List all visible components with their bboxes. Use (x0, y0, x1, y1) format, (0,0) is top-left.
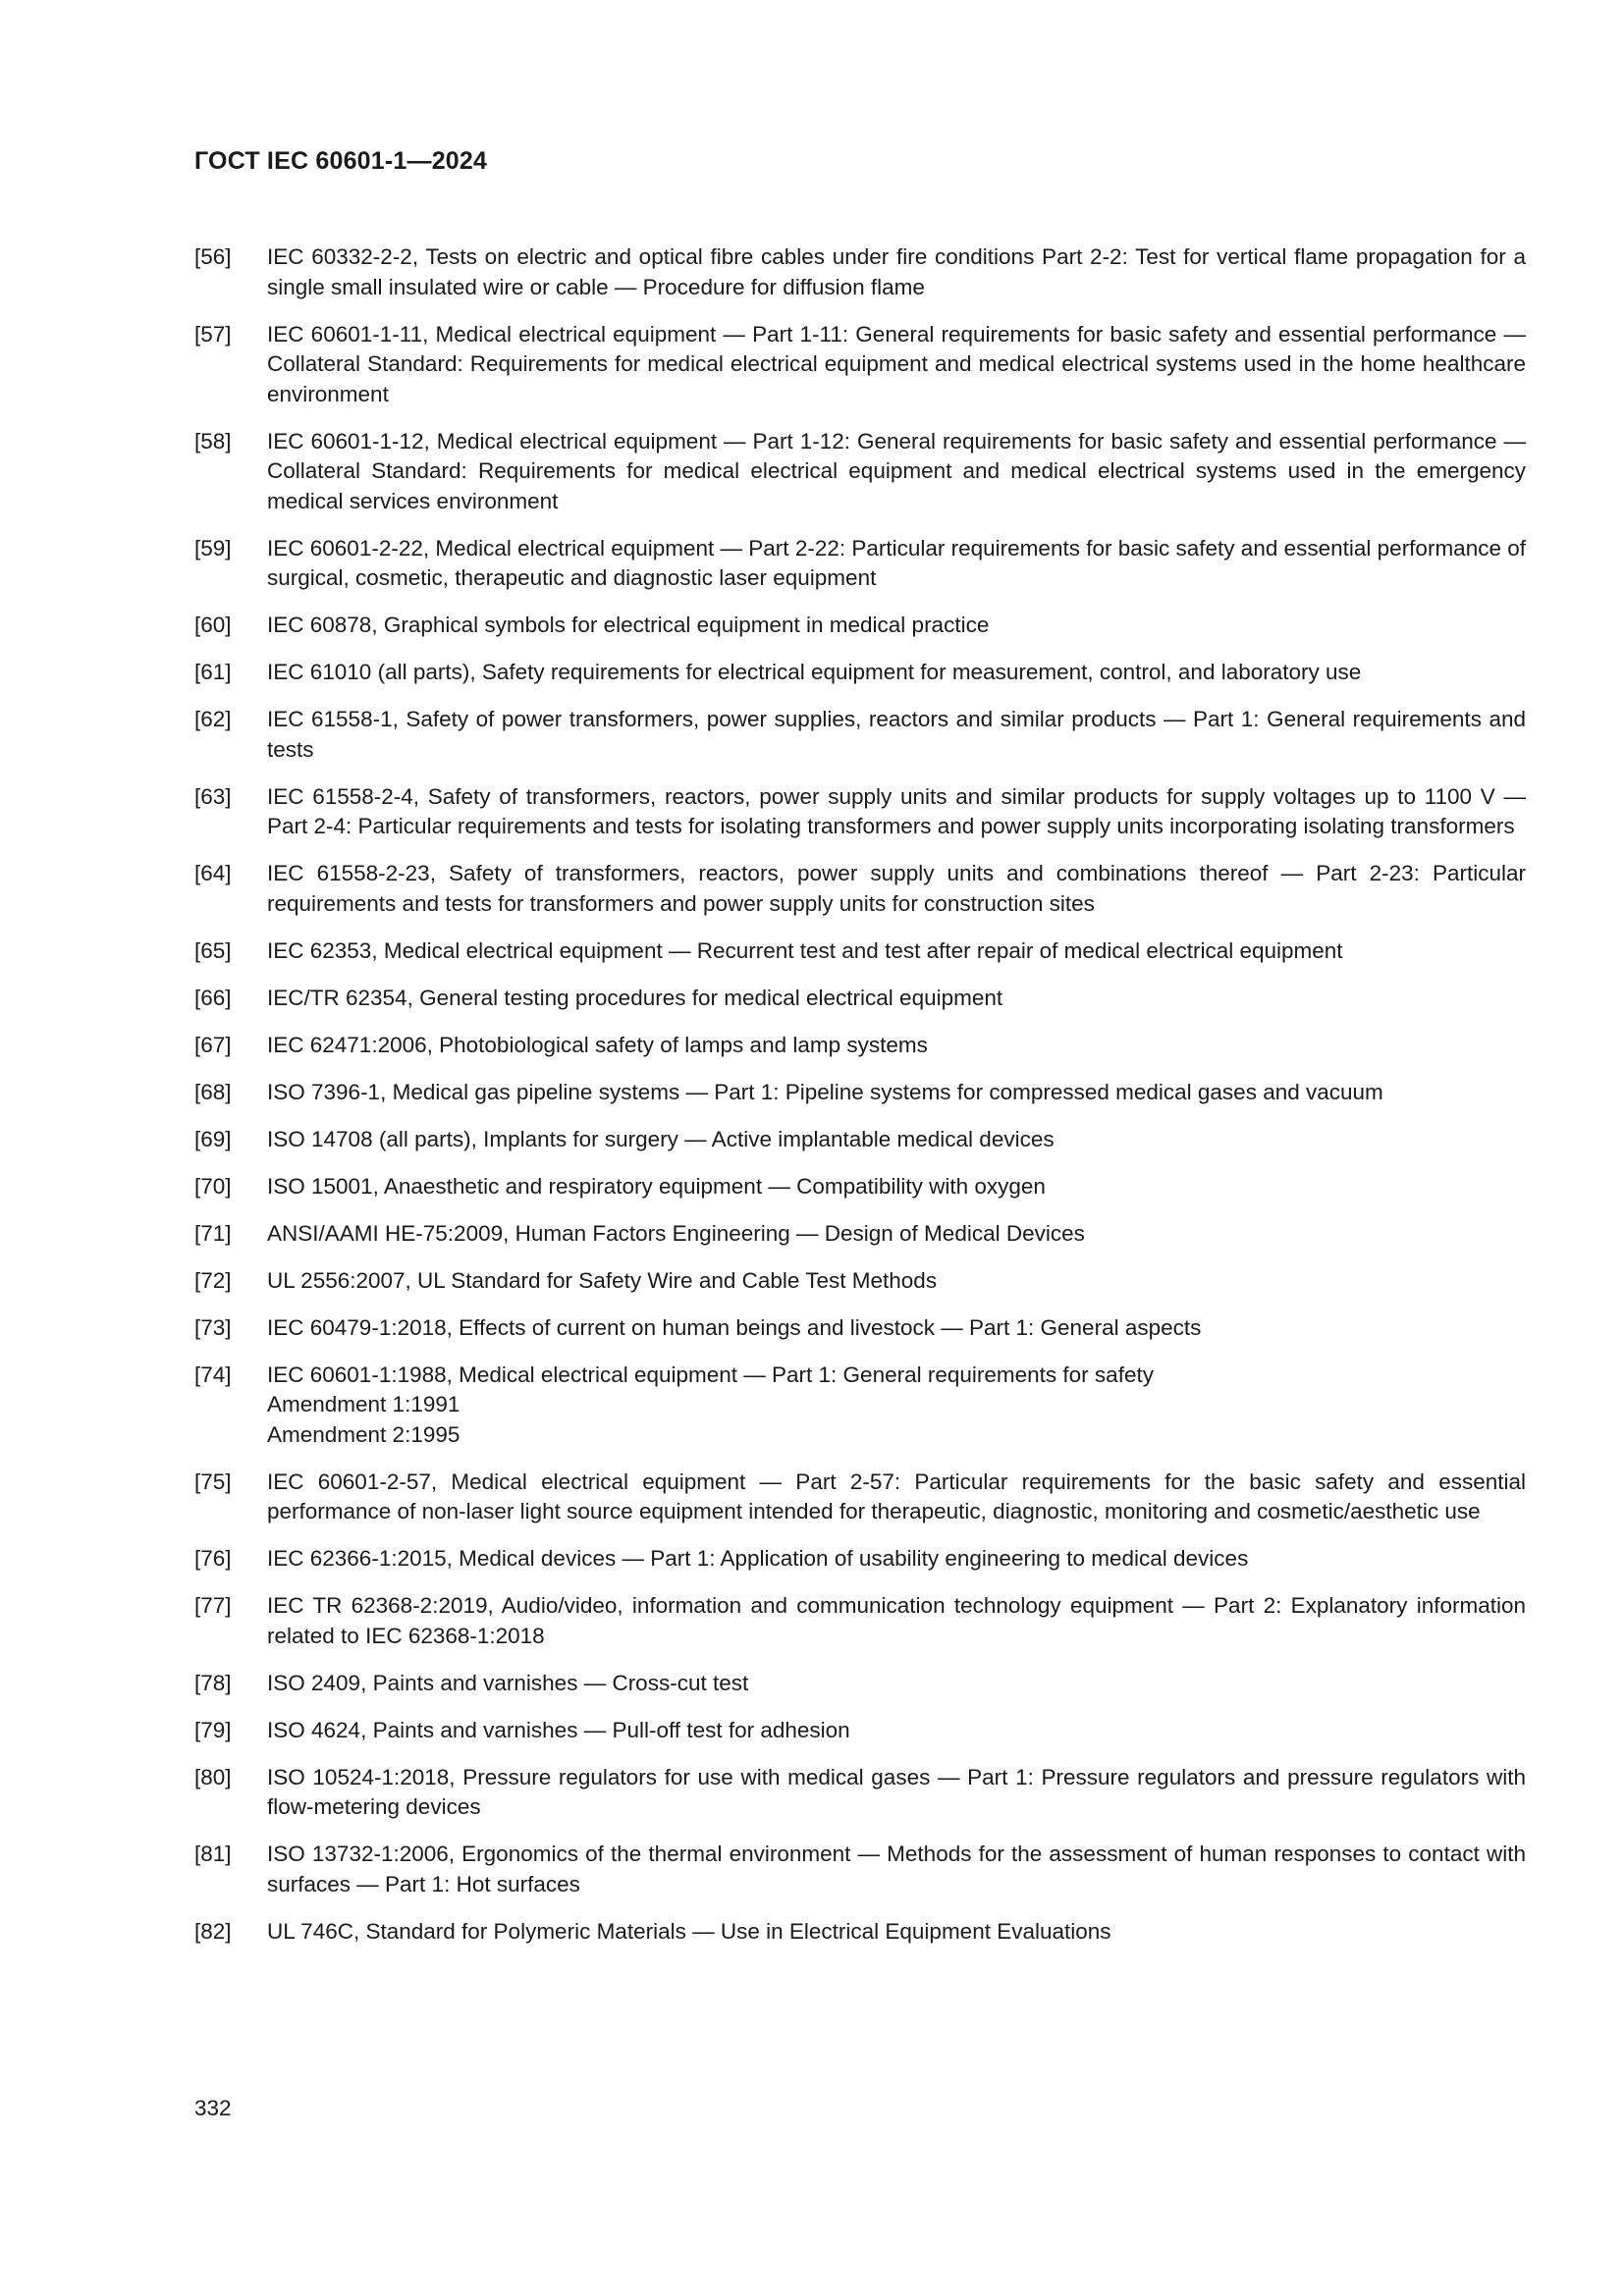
bibliography-entry (194, 611, 1526, 641)
reference-line: IEC/TR 62354, General testing procedures for medical electrical equipment (267, 985, 1003, 1010)
reference-number: [56] (194, 244, 232, 269)
reference-number: [69] (194, 1126, 232, 1151)
bibliography-entry (194, 936, 1526, 967)
reference-line: UL 2556:2007, UL Standard for Safety Wire and Cable Test Methods (267, 1267, 938, 1293)
bibliography-entry (194, 1763, 1526, 1823)
reference-text (267, 1468, 1526, 1527)
reference-number: [79] (194, 1717, 232, 1742)
reference-line: IEC 61558-1, Safety of power transformers, power supplies, reactors and similar products — Part 1: General requirements and tests (267, 707, 1526, 762)
reference-number: [71] (194, 1220, 232, 1246)
bibliography-entry (194, 705, 1526, 765)
reference-line: IEC 61558-2-4, Safety of transformers, reactors, power supply units and similar products for supply voltages up to 1100 V — Part 2-4: Particular requirements and tests for isolating transformers and power supply units incorporating isolating transformers (267, 783, 1526, 838)
reference-line: IEC 60878, Graphical symbols for electrical equipment in medical practice (267, 613, 990, 637)
reference-number: [66] (194, 985, 232, 1010)
reference-text (267, 1125, 1526, 1155)
reference-number: [81] (194, 1842, 232, 1866)
reference-line: IEC 60479-1:2018, Effects of current on human beings and livestock — Part 1: General aspects (267, 1314, 1202, 1340)
reference-line: ISO 2409, Paints and varnishes — Cross-cut test (267, 1670, 749, 1695)
reference-text (267, 984, 1526, 1014)
bibliography-entry (194, 1078, 1526, 1108)
bibliography-entry (194, 1172, 1526, 1202)
reference-text (267, 1219, 1526, 1250)
bibliography-entry (194, 1125, 1526, 1155)
reference-number: [75] (194, 1468, 232, 1494)
reference-text (267, 1544, 1526, 1575)
bibliography-entry (194, 1313, 1526, 1344)
reference-number: [70] (194, 1173, 232, 1199)
reference-text (267, 859, 1526, 919)
reference-text (267, 427, 1526, 517)
bibliography-entry (194, 1361, 1526, 1451)
bibliography-entry (194, 427, 1526, 517)
reference-line: IEC 62471:2006, Photobiological safety of lamps and lamp systems (267, 1032, 928, 1057)
reference-line: ISO 14708 (all parts), Implants for surgery — Active implantable medical devices (267, 1126, 1055, 1151)
reference-text (267, 1591, 1526, 1651)
reference-number: [76] (194, 1546, 232, 1571)
reference-text (267, 1669, 1526, 1699)
reference-number: [74] (194, 1362, 232, 1387)
reference-number: [58] (194, 428, 232, 454)
reference-text (267, 782, 1526, 842)
reference-number: [67] (194, 1032, 232, 1057)
reference-line: IEC TR 62368-2:2019, Audio/video, information and communication technology equipment — Part 2: Explanatory information related to IEC 62368-1:2018 (267, 1593, 1526, 1648)
reference-number: [73] (194, 1314, 232, 1340)
bibliography-entry (194, 1716, 1526, 1746)
reference-number: [80] (194, 1764, 232, 1789)
bibliography-entry (194, 1591, 1526, 1651)
reference-line: IEC 60332-2-2, Tests on electric and optical fibre cables under fire conditions Part 2-2: Test for vertical flame propagation for a single small insulated wire or cable — Procedure for diffusion flame (267, 244, 1526, 299)
reference-number: [60] (194, 613, 232, 637)
reference-text (267, 1266, 1526, 1297)
bibliography-entry (194, 1669, 1526, 1699)
reference-text (267, 1716, 1526, 1746)
reference-text (267, 1917, 1526, 1948)
bibliography-entry (194, 534, 1526, 594)
reference-text (267, 242, 1526, 302)
bibliography-entry (194, 1266, 1526, 1297)
reference-text (267, 1763, 1526, 1823)
reference-text (267, 534, 1526, 594)
reference-text (267, 1361, 1526, 1451)
reference-number: [59] (194, 535, 232, 561)
bibliography-entry (194, 1219, 1526, 1250)
bibliography-entry (194, 658, 1526, 688)
reference-number: [62] (194, 707, 232, 731)
reference-number: [63] (194, 783, 232, 809)
reference-line: Amendment 2:1995 (267, 1421, 460, 1447)
reference-text (267, 1313, 1526, 1344)
reference-number: [61] (194, 660, 232, 684)
reference-text (267, 1078, 1526, 1108)
reference-line: UL 746C, Standard for Polymeric Materials — Use in Electrical Equipment Evaluations (267, 1918, 1111, 1944)
reference-text (267, 1031, 1526, 1061)
reference-number: [82] (194, 1918, 232, 1944)
reference-line: ISO 13732-1:2006, Ergonomics of the thermal environment — Methods for the assessment of human responses to contact with surfaces — Part 1: Hot surfaces (267, 1842, 1526, 1896)
reference-number: [78] (194, 1670, 232, 1695)
bibliography-entry (194, 1840, 1526, 1899)
reference-line: ISO 15001, Anaesthetic and respiratory equipment — Compatibility with oxygen (267, 1173, 1046, 1199)
reference-line: IEC 60601-1-12, Medical electrical equipment — Part 1-12: General requirements for basic safety and essential performance — Collateral Standard: Requirements for medical electrical equipment and medical electrical systems used in the emergency medical services environment (267, 428, 1526, 513)
reference-line: ISO 7396-1, Medical gas pipeline systems — Part 1: Pipeline systems for compressed medical gases and vacuum (267, 1079, 1383, 1104)
bibliography-entry (194, 1031, 1526, 1061)
bibliography-entry (194, 984, 1526, 1014)
reference-line: Amendment 1:1991 (267, 1392, 460, 1416)
reference-text (267, 705, 1526, 765)
reference-number: [57] (194, 321, 232, 347)
bibliography-entry (194, 1468, 1526, 1527)
bibliography-entry (194, 859, 1526, 919)
reference-text (267, 611, 1526, 641)
reference-number: [64] (194, 861, 232, 885)
reference-line: IEC 62366-1:2015, Medical devices — Part 1: Application of usability engineering to medical devices (267, 1546, 1249, 1571)
reference-line: IEC 60601-2-22, Medical electrical equipment — Part 2-22: Particular requirements for basic safety and essential performance of surgical, cosmetic, therapeutic and diagnostic laser equipment (267, 535, 1526, 590)
reference-line: ISO 4624, Paints and varnishes — Pull-off test for adhesion (267, 1717, 850, 1742)
reference-line: ISO 10524-1:2018, Pressure regulators for use with medical gases — Part 1: Pressure regulators and pressure regulators with flow-metering devices (267, 1764, 1526, 1819)
reference-number: [77] (194, 1593, 232, 1618)
reference-number: [68] (194, 1079, 232, 1104)
reference-text (267, 1172, 1526, 1202)
bibliography-entry (194, 1917, 1526, 1948)
bibliography-entry (194, 320, 1526, 410)
page-number: 332 (194, 2096, 232, 2120)
reference-text (267, 1840, 1526, 1899)
reference-number: [65] (194, 937, 232, 963)
reference-text (267, 320, 1526, 410)
reference-line: IEC 60601-1:1988, Medical electrical equipment — Part 1: General requirements for safety (267, 1362, 1154, 1387)
reference-text (267, 658, 1526, 688)
reference-line: IEC 62353, Medical electrical equipment — Recurrent test and test after repair of medical electrical equipment (267, 937, 1343, 963)
bibliography-list (194, 242, 1526, 1964)
reference-line: ANSI/AAMI HE-75:2009, Human Factors Engineering — Design of Medical Devices (267, 1220, 1085, 1246)
reference-line: IEC 60601-2-57, Medical electrical equipment — Part 2-57: Particular requirements for the basic safety and essential performance of non-laser light source equipment intended for therapeutic, diagnostic, monitoring and cosmetic/aesthetic use (267, 1468, 1526, 1523)
page-header-title: ГОСТ IEC 60601-1—2024 (194, 147, 488, 175)
reference-line: IEC 61010 (all parts), Safety requirements for electrical equipment for measurement, control, and laboratory use (267, 660, 1362, 684)
reference-line: IEC 60601-1-11, Medical electrical equipment — Part 1-11: General requirements for basic safety and essential performance — Collateral Standard: Requirements for medical electrical equipment and medical electrical systems used in the home healthcare environment (267, 321, 1526, 406)
reference-number: [72] (194, 1267, 232, 1293)
bibliography-entry (194, 782, 1526, 842)
reference-text (267, 936, 1526, 967)
bibliography-entry (194, 242, 1526, 302)
reference-line: IEC 61558-2-23, Safety of transformers, reactors, power supply units and combinations thereof — Part 2-23: Particular requirements and tests for transformers and power supply units for construction sites (267, 861, 1526, 916)
bibliography-entry (194, 1544, 1526, 1575)
